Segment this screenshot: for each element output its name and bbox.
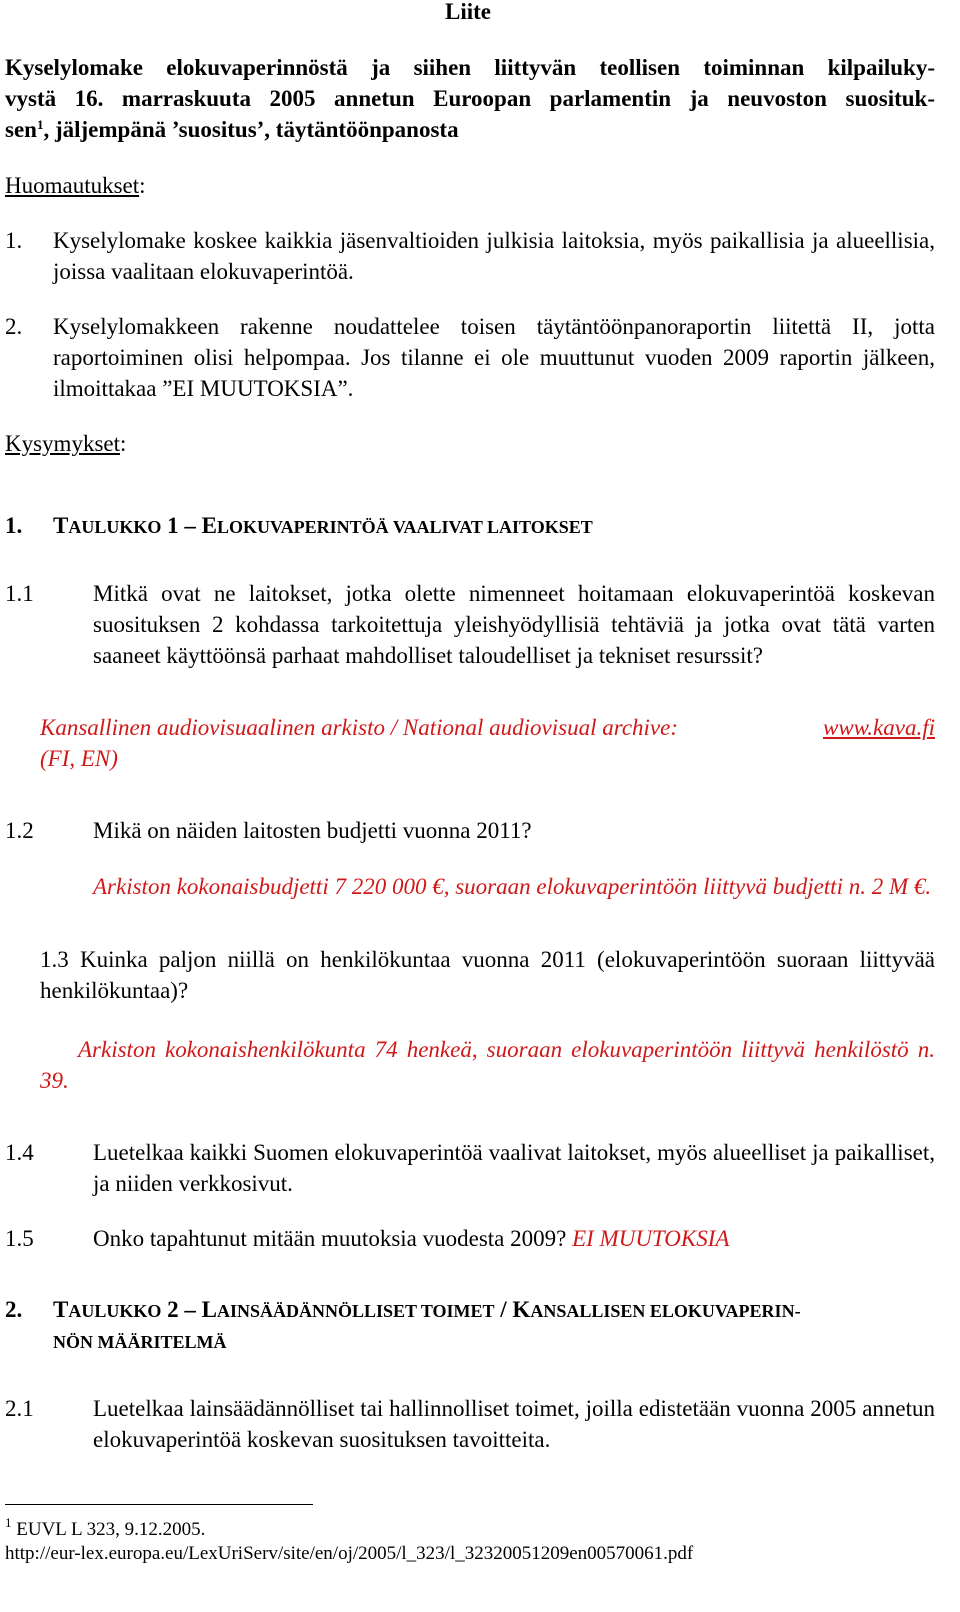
note-item-1: [5, 225, 935, 287]
footnote-ref[interactable]: 1: [36, 117, 44, 132]
section-2-heading: 2. TAULUKKO 2 – LAINSÄÄDÄNNÖLLISET TOIMET / KANSALLISEN ELOKUVAPERIN- NÖN MÄÄRITELMÄ: [5, 1297, 801, 1352]
question-number: 1.1: [5, 581, 34, 606]
answer-1-1: Kansallinen audiovisuaalinen arkisto / National audiovisual archive: www.kava.fi (FI, EN): [40, 712, 935, 774]
question-number: 1.5: [5, 1226, 34, 1251]
page-title: Liite: [445, 0, 491, 24]
note-item-2: [5, 311, 935, 404]
question-2-1: [5, 1393, 935, 1455]
section-1-heading: 1. TAULUKKO 1 – ELOKUVAPERINTÖÄ VAALIVAT LAITOKSET: [5, 513, 593, 538]
note-number: 2.: [5, 314, 23, 339]
heading-line-1: Kyselylomake elokuvaperinnöstä ja siihen liittyvän teollisen toiminnan kilpailuky-: [5, 55, 935, 80]
footnote-divider: [5, 1504, 313, 1505]
note-number: 1.: [5, 228, 23, 253]
answer-1-5: EI MUUTOKSIA: [572, 1226, 730, 1251]
question-1-5: [5, 1223, 935, 1254]
question-number: 1.4: [5, 1140, 34, 1165]
footnote-ref-text: $^1$ EUVL L 323, 9.12.2005.: [5, 1515, 206, 1540]
question-text: Mitkä ovat ne laitokset, jotka olette nimenneet hoitamaan elokuvaperintöä koskevan suosituksen 2 kohdassa tarkoitettuja yleishyödyllisiä tehtäviä ja jotka ovat tätä varten saaneet käyttöönsä parhaat mahdolliset taloudelliset ja tekniset resurssit?: [93, 581, 935, 668]
notes-heading: Huomautukset:: [5, 173, 146, 198]
question-1-4: [5, 1137, 935, 1199]
answer-1-3: Arkiston kokonaishenkilökunta 74 henkeä, suoraan elokuvaperintöön liittyvä henkilöstö n. 39.: [40, 1037, 935, 1093]
question-text: Luetelkaa kaikki Suomen elokuvaperintöä vaalivat laitokset, myös alueelliset ja paikalliset, ja niiden verkkosivut.: [93, 1140, 935, 1196]
question-1-1: [5, 578, 935, 671]
question-text: Luetelkaa lainsäädännölliset tai hallinnolliset toimet, joilla edistetään vuonna 2005 annetun elokuvaperintöä koskevan suosituksen tavoitteita.: [93, 1396, 935, 1452]
question-number: 1.2: [5, 818, 34, 843]
question-1-2: [5, 815, 935, 846]
question-1-3: 1.3 Kuinka paljon niillä on henkilökuntaa vuonna 2011 (elokuvaperintöön suoraan liittyvää henkilökuntaa)?: [40, 947, 935, 1003]
note-text: Kyselylomake koskee kaikkia jäsenvaltioiden julkisia laitoksia, myös paikallisia ja alueellisia, joissa vaalitaan elokuvaperintöä.: [53, 228, 935, 284]
questions-heading: Kysymykset:: [5, 431, 127, 456]
answer-1-2: Arkiston kokonaisbudjetti 7 220 000 €, suoraan elokuvaperintöön liittyvä budjetti n. 2 M €.: [93, 874, 932, 899]
heading-line-3: sen$^1$, jäljempänä ’suositus’, täytäntöönpanosta: [5, 117, 459, 142]
question-number: 2.1: [5, 1396, 34, 1421]
note-text: Kyselylomakkeen rakenne noudattelee toisen täytäntöönpanoraportin liitettä II, jotta raportoiminen olisi helpompaa. Jos tilanne ei ole muuttunut vuoden 2009 raportin jälkeen, ilmoittakaa ”EI MUUTOKSIA”.: [53, 314, 935, 401]
heading-line-2: vystä 16. marraskuuta 2005 annetun Euroopan parlamentin ja neuvoston suosituk-: [5, 86, 935, 111]
question-text: Mikä on näiden laitosten budjetti vuonna 2011?: [93, 818, 532, 843]
question-text: Onko tapahtunut mitään muutoksia vuodesta 2009?: [93, 1226, 567, 1251]
document-heading: [5, 52, 935, 145]
footnote-url[interactable]: http://eur-lex.europa.eu/LexUriServ/site/en/oj/2005/l_323/l_32320051209en00570061.pdf: [5, 1543, 694, 1564]
kava-link[interactable]: www.kava.fi: [822, 715, 935, 740]
